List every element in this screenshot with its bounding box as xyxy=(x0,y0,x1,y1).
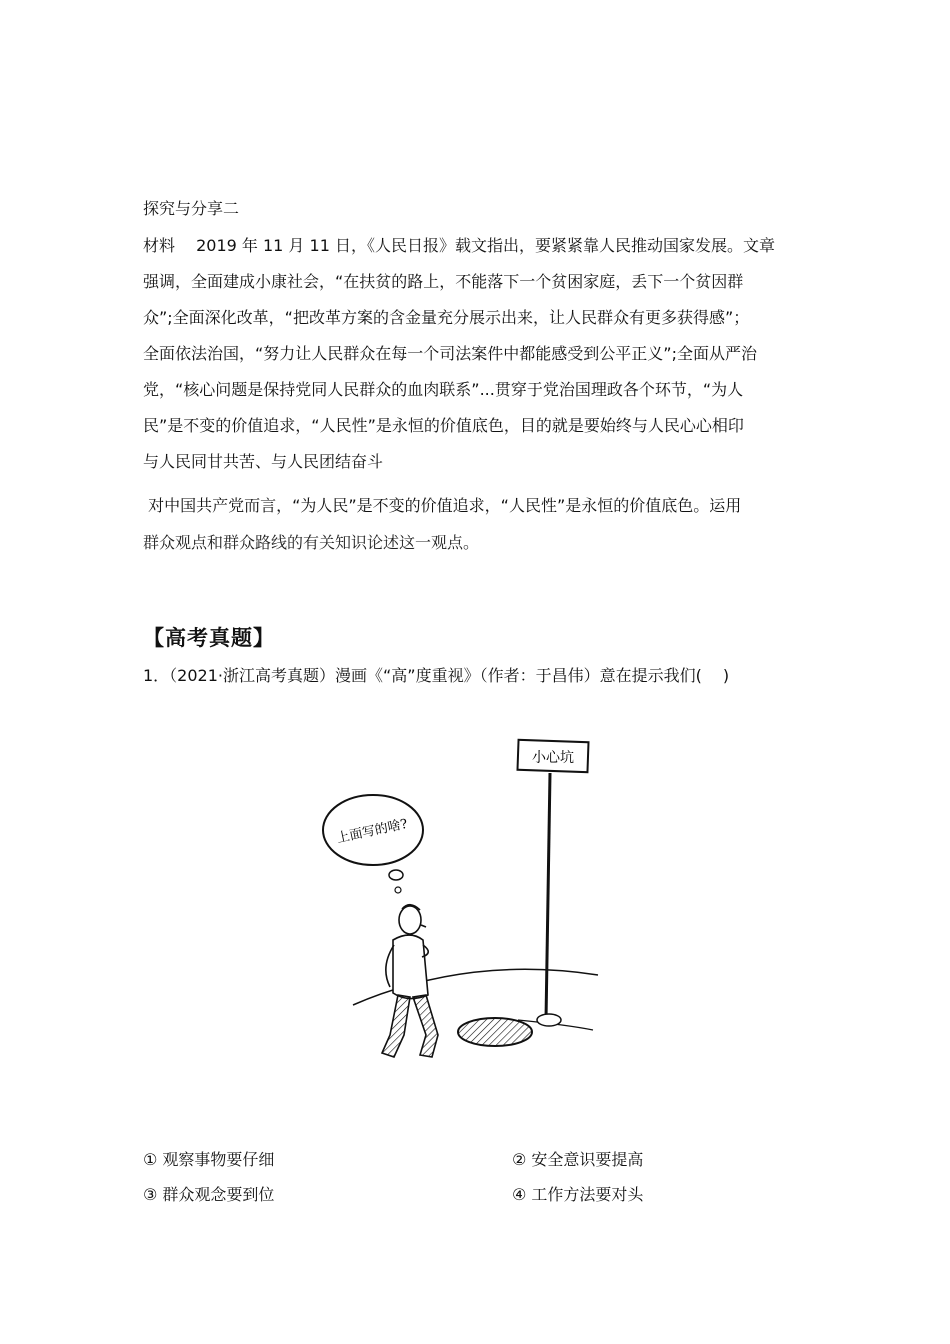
option-1: ① 观察事物要仔细 xyxy=(143,1150,275,1169)
material-line: 全面依法治国，“努力让人民群众在每一个司法案件中都能感受到公平正义”;全面从严治 xyxy=(143,344,757,363)
question-1: 1．（2021·浙江高考真题）漫画《“高”度重视》（作者：于昌伟）意在提示我们( ) xyxy=(143,666,730,685)
bubble-text: 上面写的啥? xyxy=(335,816,410,847)
option-2: ② 安全意识要提高 xyxy=(512,1150,644,1169)
section-heading: 【高考真题】 xyxy=(143,626,275,650)
question-prompt xyxy=(143,488,810,524)
option-3: ③ 群众观念要到位 xyxy=(143,1185,275,1204)
material-line: 民”是不变的价值追求，“人民性”是永恒的价值底色，目的就是要始终与人民心心相印 xyxy=(143,416,744,435)
material-line: 众”;全面深化改革，“把改革方案的含金量充分展示出来，让人民群众有更多获得感”； xyxy=(143,308,750,327)
material-line: 与人民同甘共苦、与人民团结奋斗 xyxy=(143,452,384,471)
material-paragraph xyxy=(143,228,810,480)
sign-pole xyxy=(546,773,550,1020)
cartoon-illustration xyxy=(318,735,608,1080)
material-line: 强调，全面建成小康社会，“在扶贫的路上，不能落下一个贫困家庭，丢下一个贫因群 xyxy=(143,272,744,291)
option-4: ④ 工作方法要对头 xyxy=(512,1185,644,1204)
ground-line xyxy=(353,969,598,1005)
question-prompt-line: 对中国共产党而言，“为人民”是不变的价值追求，“人民性”是永恒的价值底色。运用 xyxy=(143,496,742,515)
material-line: 党，“核心问题是保持党同人民群众的血肉联系”...贯穿于党治国理政各个环节，“为人 xyxy=(143,380,744,399)
question-prompt-line-2: 群众观点和群众路线的有关知识论述这一观点。 xyxy=(143,533,480,552)
material-line: 材料 2019 年 11 月 11 日，《人民日报》载文指出，要紧紧靠人民推动国家发展。文章 xyxy=(143,236,775,255)
sign-text: 小心坑 xyxy=(532,750,574,766)
hole xyxy=(458,1018,532,1046)
person-figure xyxy=(382,905,438,1057)
section-title: 探究与分享二 xyxy=(143,199,240,218)
